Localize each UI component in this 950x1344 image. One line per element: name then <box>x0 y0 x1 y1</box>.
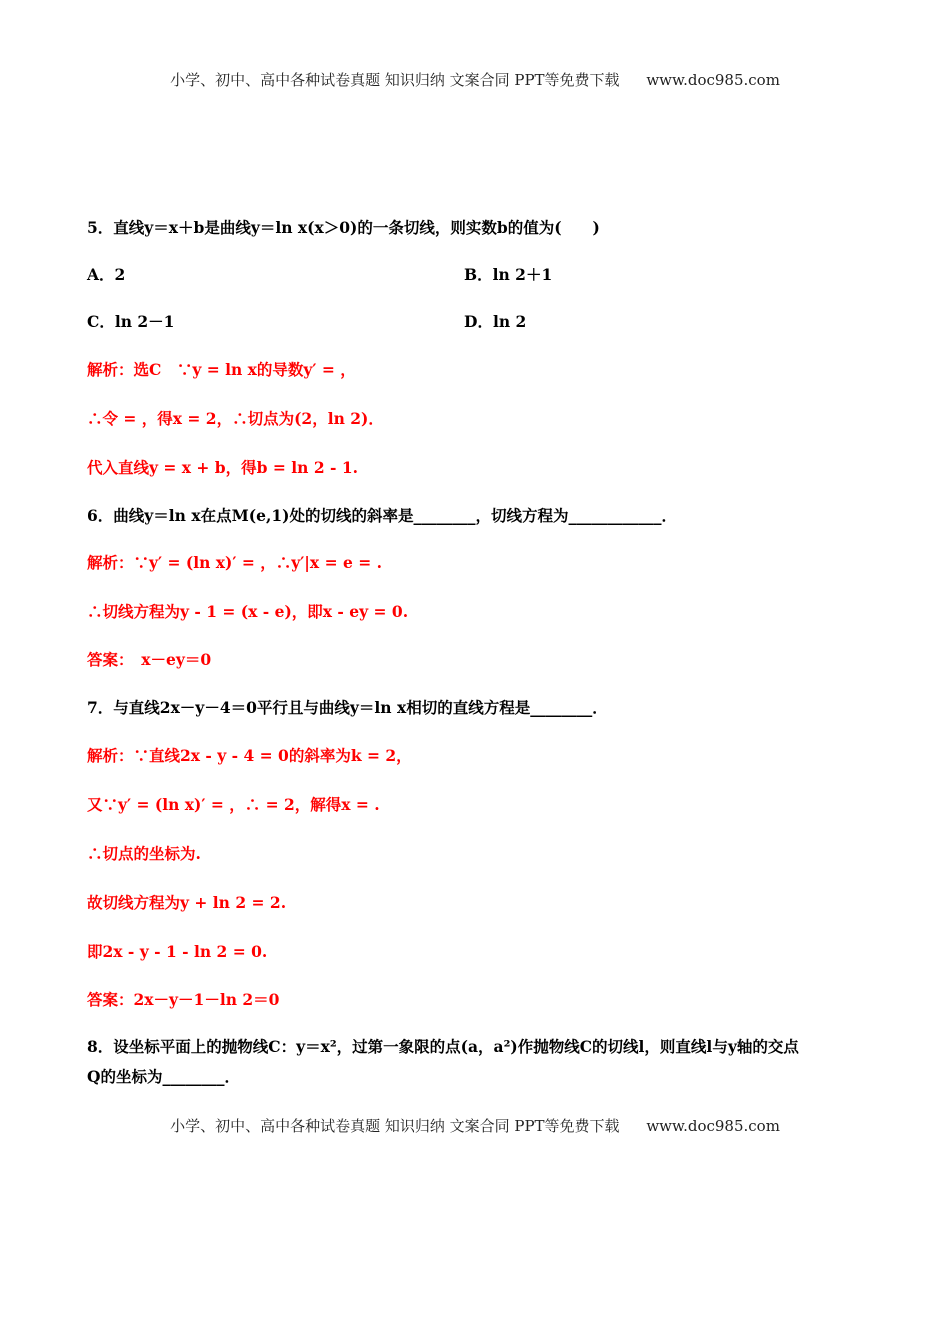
question-7-solution-line: ∴切点的坐标为. <box>87 844 201 863</box>
question-5-option-a: A．2 <box>87 265 126 284</box>
header-text: 小学、初中、高中各种试卷真题 知识归纳 文案合同 PPT等免费下载 <box>170 71 620 89</box>
question-8-stem-line-1: 8．设坐标平面上的抛物线C：y＝x²，过第一象限的点(a，a²)作抛物线C的切线l，则直线l与y轴的交点 <box>87 1037 799 1056</box>
question-5-option-c: C．ln 2－1 <box>87 312 175 331</box>
question-7-answer: 答案：2x－y－1－ln 2＝0 <box>87 990 280 1009</box>
footer-site: www.doc985.com <box>646 1117 780 1135</box>
question-7-solution-line: 故切线方程为y + ln 2 = 2. <box>87 893 287 912</box>
page-header <box>0 69 950 90</box>
question-7-stem: 7．与直线2x－y－4＝0平行且与曲线y＝ln x相切的直线方程是________． <box>87 698 608 717</box>
question-7-solution-line: 即2x - y - 1 - ln 2 = 0. <box>87 942 268 961</box>
question-5-solution-line: ∴令 = ，得x = 2，∴切点为(2，ln 2)． <box>87 409 384 428</box>
question-6-solution-line: ∴切线方程为y - 1 = (x - e)，即x - ey = 0. <box>87 602 409 621</box>
question-5-option-b: B．ln 2＋1 <box>464 265 553 284</box>
question-5-solution-line: 代入直线y = x + b，得b = ln 2 - 1. <box>87 458 359 477</box>
question-7-solution-line: 又∵y′ = (ln x)′ = ，∴ = 2，解得x = . <box>87 795 380 814</box>
question-6-stem: 6．曲线y＝ln x在点M(e,1)处的切线的斜率是________，切线方程为____________． <box>87 506 677 525</box>
footer-text: 小学、初中、高中各种试卷真题 知识归纳 文案合同 PPT等免费下载 <box>170 1117 620 1135</box>
question-7-solution-line: 解析：∵直线2x - y - 4 = 0的斜率为k = 2， <box>87 746 412 765</box>
question-5-stem: 5．直线y＝x＋b是曲线y＝ln x(x＞0)的一条切线，则实数b的值为( ) <box>87 218 600 237</box>
question-8-stem-line-2: Q的坐标为________． <box>87 1067 241 1086</box>
question-6-solution-line: 解析：∵y′ = (ln x)′ = ，∴y′|x = e = . <box>87 553 382 572</box>
page-footer <box>0 1115 950 1136</box>
question-6-answer: 答案： x－ey＝0 <box>87 650 212 669</box>
question-5-solution-line: 解析：选C ∵y = ln x的导数y′ = ， <box>87 360 356 379</box>
question-5-option-d: D．ln 2 <box>464 312 527 331</box>
header-site: www.doc985.com <box>646 71 780 89</box>
